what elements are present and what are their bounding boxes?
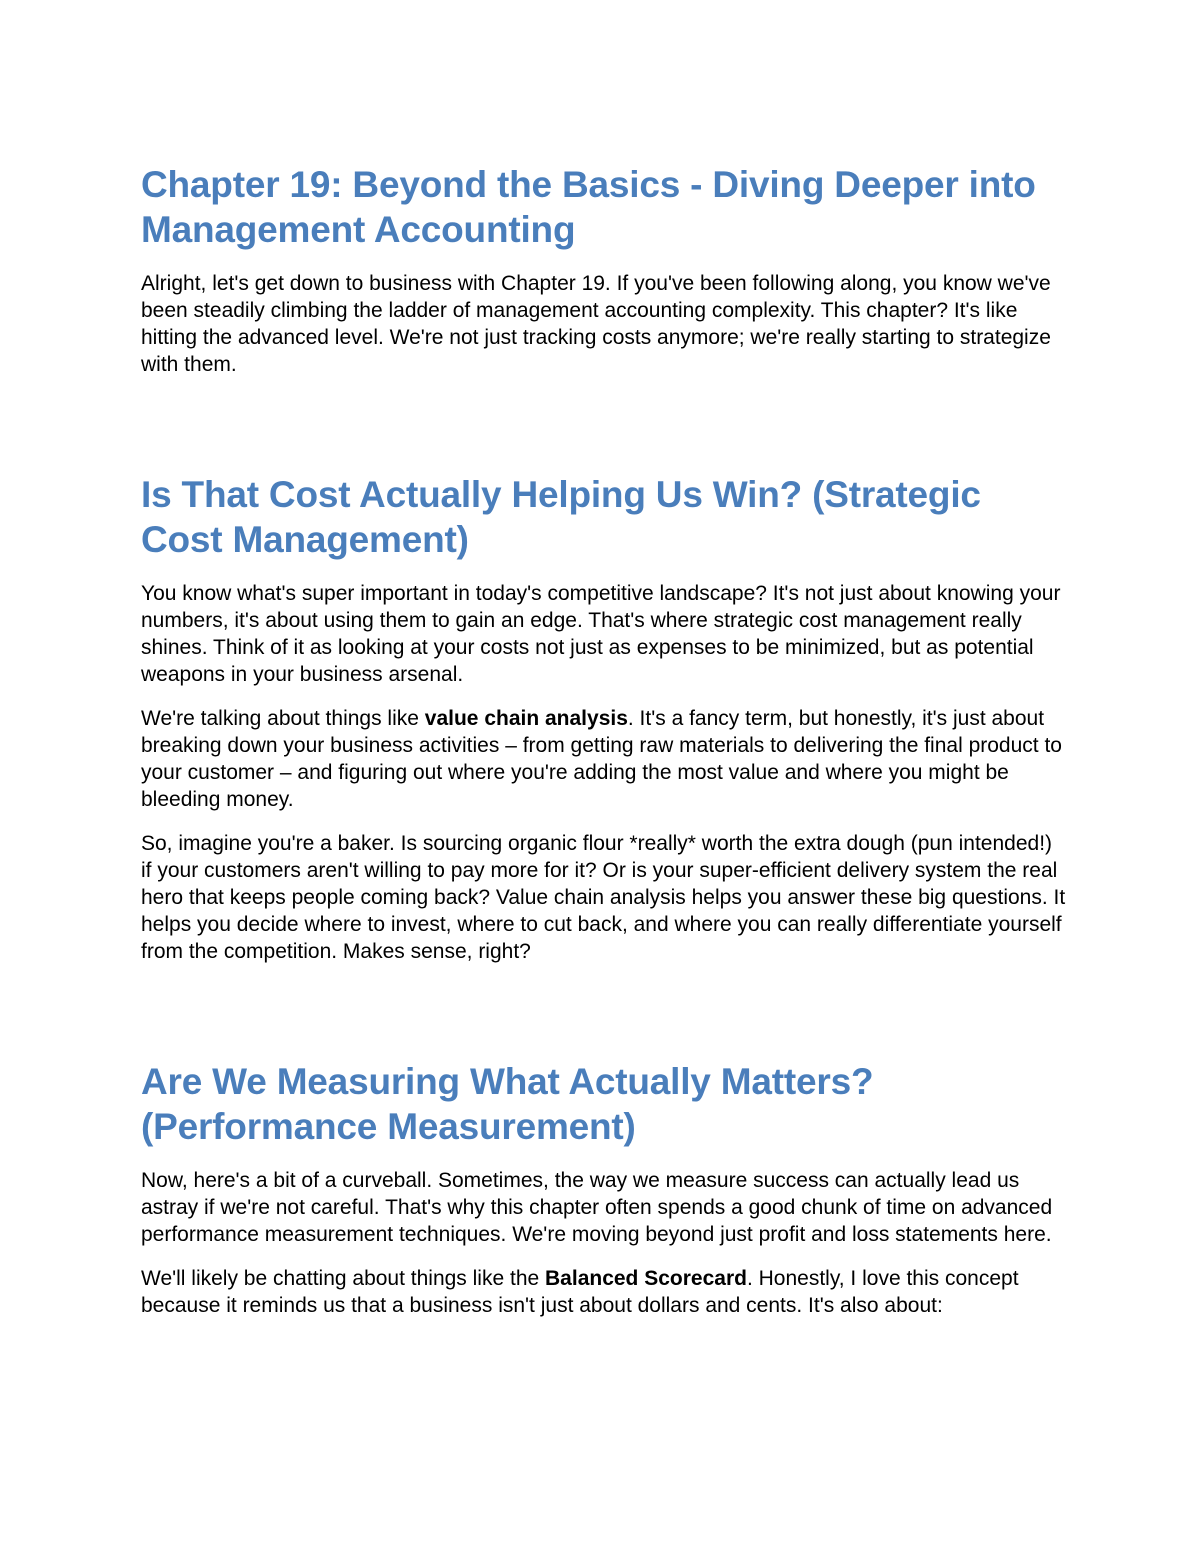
chapter-heading: Chapter 19: Beyond the Basics - Diving Deeper into Management Accounting xyxy=(141,164,1036,250)
intro-paragraph: Alright, let's get down to business with Chapter 19. If you've been following along, you know we've been steadily climbing the ladder of management accounting complexity. This chapter? It's like hitting the advanced level. We're not just tracking costs anymore; we're really starting to strategize with them. xyxy=(141,272,1051,376)
paragraph-text: We'll likely be chatting about things like the xyxy=(141,1267,546,1290)
performance-paragraph-1: Now, here's a bit of a curveball. Sometimes, the way we measure success can actually lead us astray if we're not careful. That's why this chapter often spends a good chunk of time on advanced performance measurement techniques. We're moving beyond just profit and loss statements here. xyxy=(141,1169,1053,1246)
paragraph-text: . It's a fancy term, but honestly, it's just about breaking down your business activities – from getting raw materials to delivering the final product to your customer – and figuring out where you're adding the most value and where you might be bleeding money. xyxy=(141,707,1062,811)
paragraph-text: We're talking about things like xyxy=(141,707,425,730)
paragraph-text: . Honestly, I love this concept because it reminds us that a business isn't just about dollars and cents. It's also about: xyxy=(141,1267,1019,1317)
document-body xyxy=(141,162,1066,1336)
performance-measurement-heading: Are We Measuring What Actually Matters? (Performance Measurement) xyxy=(141,1061,874,1147)
bold-term-value-chain-analysis: value chain analysis xyxy=(424,707,628,730)
performance-paragraph-2 xyxy=(141,1265,1066,1319)
strategic-cost-paragraph-1: You know what's super important in today's competitive landscape? It's not just about knowing your numbers, it's about using them to gain an edge. That's where strategic cost management really shines. Think of it as looking at your costs not just as expenses to be minimized, but as potential weapons in your business arsenal. xyxy=(141,582,1061,686)
bold-term-balanced-scorecard: Balanced Scorecard xyxy=(545,1267,747,1290)
strategic-cost-heading: Is That Cost Actually Helping Us Win? (Strategic Cost Management) xyxy=(141,474,981,560)
strategic-cost-paragraph-2 xyxy=(141,705,1066,813)
strategic-cost-paragraph-3: So, imagine you're a baker. Is sourcing organic flour *really* worth the extra dough (pun intended!) if your customers aren't willing to pay more for it? Or is your super-efficient delivery system the real hero that keeps people coming back? Value chain analysis helps you answer these big questions. It helps you decide where to invest, where to cut back, and where you can really differentiate yourself from the competition. Makes sense, right? xyxy=(141,832,1066,963)
